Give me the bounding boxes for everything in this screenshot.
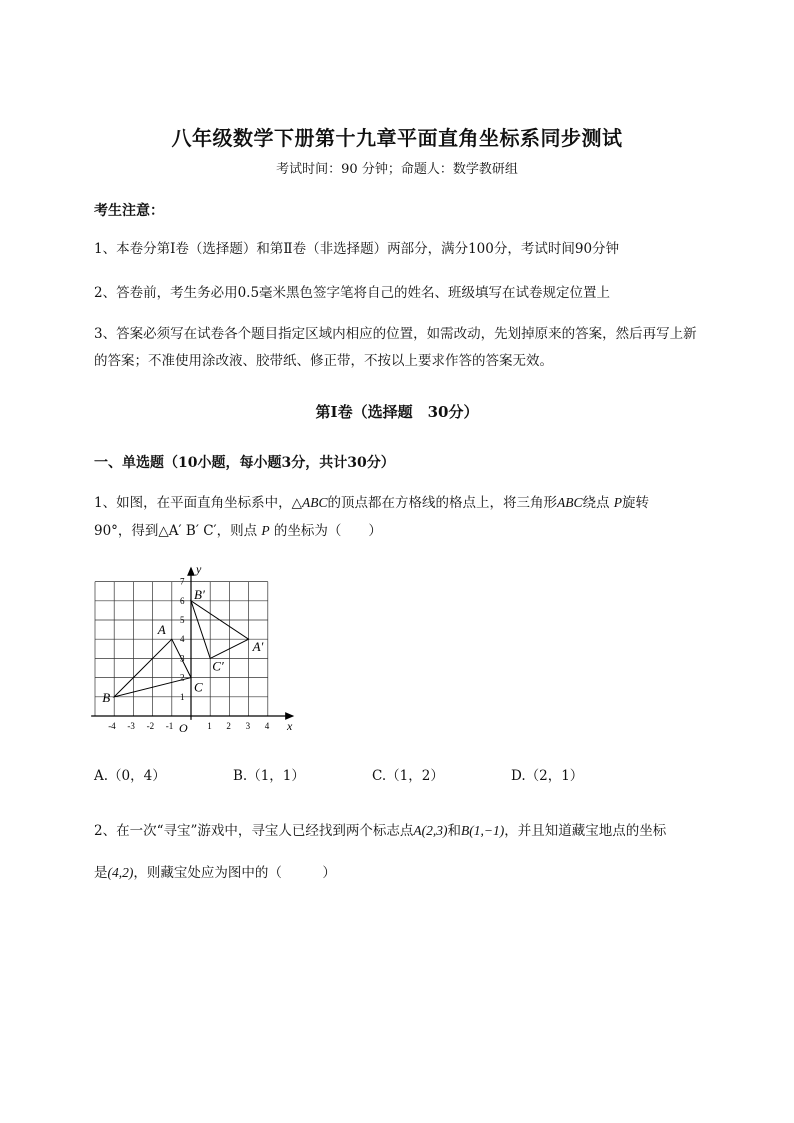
q2-text: ，并且知道藏宝地点的坐标: [504, 823, 667, 839]
q2-point-a: A(2,3): [413, 823, 448, 838]
q1-point: P: [613, 495, 623, 510]
note-item: 3、答案必须写在试卷各个题目指定区域内相应的位置，如需改动，先划掉原来的答案，然后再写上新的答案；不准使用涂改液、胶带纸、修正带，不按以上要求作答的答案无效。: [94, 326, 697, 369]
q2-text: ，则藏宝处应为图中的（ ）: [133, 865, 336, 881]
y-tick-label: 3: [180, 653, 185, 664]
origin-label: O: [179, 721, 188, 735]
page-title: 八年级数学下册第十九章平面直角坐标系同步测试: [171, 126, 623, 150]
option-d[interactable]: D.（2，1）: [511, 768, 584, 784]
note-item: 2、答卷前，考生务必用0.5毫米黑色签字笔将自己的姓名、班级填写在试卷规定位置上: [94, 285, 611, 301]
x-tick-label: -2: [146, 721, 155, 731]
q1-triangle: ABC: [556, 495, 583, 510]
q2-text: 是: [94, 865, 108, 881]
q2-text: 和: [447, 823, 462, 839]
q1-text: 90°，得到△A′ B′ C′，则点: [94, 523, 262, 539]
y-tick-label: 7: [180, 576, 185, 587]
point-label: B′: [194, 586, 205, 602]
y-tick-label: 2: [180, 672, 185, 683]
section-title: 第Ⅰ卷（选择题 30分）: [315, 403, 479, 421]
x-tick-label: -3: [127, 721, 135, 731]
x-tick-label: 1: [207, 721, 212, 731]
option-c[interactable]: C.（1，2）: [372, 768, 444, 784]
q2-point-b: B(1,−1): [461, 823, 505, 838]
coordinate-figure: [90, 560, 310, 740]
q1-text: 1、如图，在平面直角坐标系中，△: [94, 495, 302, 511]
y-tick-label: 4: [180, 634, 185, 645]
x-tick-label: -4: [108, 721, 116, 731]
point-label: C′: [212, 658, 224, 674]
q1-point: P: [261, 523, 270, 538]
option-b[interactable]: B.（1，1）: [233, 768, 305, 784]
q1-triangle: ABC: [301, 495, 328, 510]
x-tick-label: 3: [245, 721, 251, 731]
y-tick-label: 1: [180, 691, 185, 702]
q1-text: 旋转: [622, 495, 650, 511]
point-label: A′: [252, 639, 264, 655]
point-label: C: [194, 679, 203, 695]
y-axis-label: y: [196, 562, 202, 576]
x-tick-label: -1: [165, 721, 174, 731]
part-heading: 一、单选题（10小题，每小题3分，共计30分）: [94, 455, 395, 471]
q1-text: 的顶点都在方格线的格点上，将三角形: [327, 495, 557, 511]
q2-text: 2、在一次“寻宝”游戏中，寻宝人已经找到两个标志点: [94, 823, 414, 839]
x-tick-label: 2: [226, 721, 231, 731]
option-a[interactable]: A.（0，4）: [94, 768, 166, 784]
x-axis-label: x: [287, 719, 293, 733]
note-item: 1、本卷分第Ⅰ卷（选择题）和第Ⅱ卷（非选择题）两部分，满分100分，考试时间90分钟: [94, 241, 620, 257]
question-2: [94, 810, 704, 894]
question-1: [94, 489, 704, 545]
triangle-abc-prime: [191, 601, 249, 659]
q2-treasure-point: (4,2): [107, 865, 134, 880]
q1-text: 绕点: [582, 495, 614, 511]
y-axis-arrow: [188, 568, 194, 575]
y-tick-label: 5: [180, 615, 185, 625]
q1-text: 的坐标为（ ）: [269, 523, 382, 539]
y-tick-label: 6: [180, 595, 185, 606]
notes-heading: 考生注意：: [94, 203, 164, 219]
point-label: A: [157, 622, 166, 638]
exam-info: 考试时间：90 分钟；命题人：数学教研组: [276, 162, 518, 177]
point-label: B: [102, 689, 111, 705]
x-tick-label: 4: [264, 721, 270, 731]
